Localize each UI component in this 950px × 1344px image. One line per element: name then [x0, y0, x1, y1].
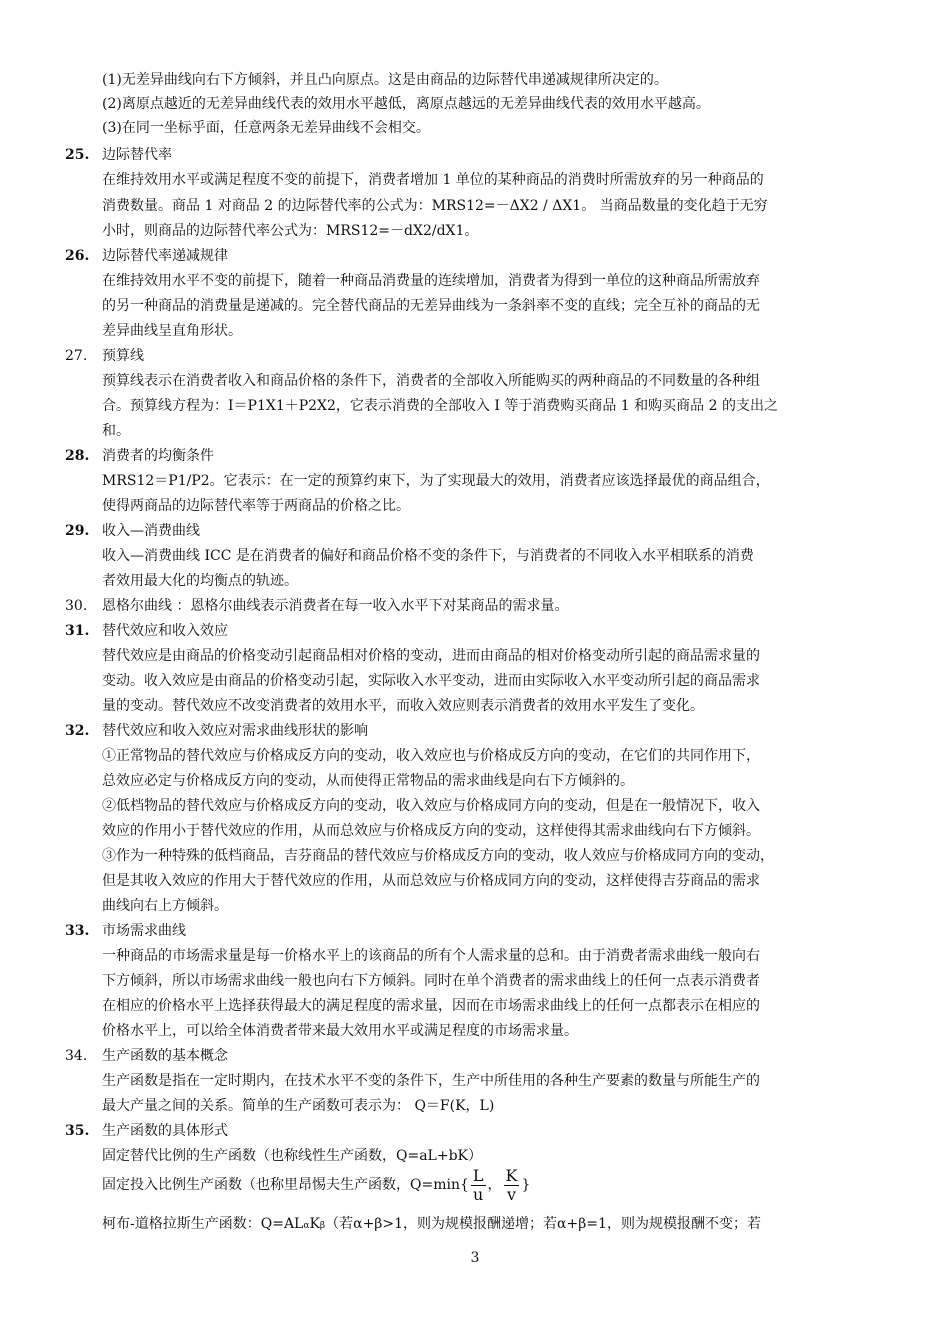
section-27-line-3: 和。 [102, 423, 130, 439]
section-26-line-2: 的另一种商品的消费量是递减的。完全替代商品的无差异曲线为一条斜率不变的直线；完全互补的商品的无 [102, 298, 760, 314]
section-32-line-7: 曲线向右上方倾斜。 [102, 898, 228, 914]
section-number-35: 35. [65, 1123, 90, 1139]
capital-k: K [309, 1216, 320, 1232]
section-number-26: 26. [65, 248, 90, 264]
section-title-28: 消费者的均衡条件 [102, 448, 214, 464]
fraction-numerator-k: K [505, 1165, 518, 1185]
intro-line-1: (1)无差异曲线向右下方倾斜，并且凸向原点。这是由商品的边际替代串递减规律所决定的。 [102, 72, 668, 88]
section-27-line-2: 合。预算线方程为：I＝P1X1＋P2X2，它表示消费的全部收入 I 等于消费购买商品 1 和购买商品 2 的支出之 [102, 398, 778, 414]
section-title-26: 边际替代率递减规律 [102, 248, 228, 264]
section-title-25: 边际替代率 [102, 147, 172, 163]
page-number: 3 [470, 1250, 480, 1266]
fraction-separator: ， [487, 1177, 502, 1193]
cobb-douglas-line [102, 1212, 886, 1238]
section-title-31: 替代效应和收入效应 [102, 623, 228, 639]
beta-exponent: β [319, 1221, 326, 1231]
section-32-line-6: 但是其收入效应的作用大于替代效应的作用，从而总效应与价格成同方向的变动，这样使得吉芬商品的需求 [102, 873, 760, 889]
section-26-line-1: 在维持效用水平不变的前提下，随着一种商品消费量的连续增加，消费者为得到一单位的这种商品所需放弃 [102, 273, 760, 289]
section-32-line-1: ①正常物品的替代效应与价格成反方向的变动，收入效应也与价格成反方向的变动，在它们的共同作用下， [102, 748, 760, 764]
section-28-line-2: 使得两商品的边际替代率等于两商品的价格之比。 [102, 498, 410, 514]
cobb-prefix: 柯布-道格拉斯生产函数：Q=AL [102, 1216, 304, 1232]
fraction-denominator-u: u [473, 1184, 484, 1204]
section-31-line-1: 替代效应是由商品的价格变动引起商品相对价格的变动，进而由商品的相对价格变动所引起的商品需求量的 [102, 648, 760, 664]
leontief-prefix: 固定投入比例生产函数（也称里昂惕夫生产函数，Q=min{ [102, 1177, 469, 1193]
section-title-29: 收入—消费曲线 [102, 523, 200, 539]
alpha-exponent: α [303, 1221, 310, 1231]
section-32-line-5: ③作为一种特殊的低档商品，吉芬商品的替代效应与价格成反方向的变动，收人效应与价格成同方向的变动， [102, 848, 774, 864]
section-25-line-1: 在维持效用水平或满足程度不变的前提下，消费者增加 1 单位的某种商品的消费时所需放弃的另一种商品的 [102, 172, 764, 188]
section-number-31: 31. [65, 623, 90, 639]
section-title-30: 恩格尔曲线 ：恩格尔曲线表示消费者在每一收入水平下对某商品的需求量。 [102, 598, 569, 614]
cobb-suffix: （若α+β>1，则为规模报酬递增；若α+β=1，则为规模报酬不变；若 [325, 1216, 761, 1232]
intro-line-3: (3)在同一坐标乎面，任意两条无差异曲线不会相交。 [102, 120, 430, 136]
section-33-line-1: 一种商品的市场需求量是每一价格水平上的该商品的所有个人需求量的总和。由于消费者需求曲线一般向右 [102, 948, 760, 964]
fraction-l-over-u [471, 1167, 486, 1204]
fraction-denominator-v: v [506, 1184, 517, 1204]
section-32-line-2: 总效应必定与价格成反方向的变动，从而使得正常物品的需求曲线是向右下方倾斜的。 [102, 773, 634, 789]
section-number-34: 34. [65, 1048, 88, 1064]
section-number-25: 25. [65, 147, 90, 163]
section-33-line-4: 价格水平上，可以给全体消费者带来最大效用水平或满足程度的市场需求量。 [102, 1023, 578, 1039]
leontief-suffix: } [521, 1177, 531, 1193]
section-25-line-2: 消费数量。商品 1 对商品 2 的边际替代率的公式为：MRS12=－ΔX2 / ΔX1。 当商品数量的变化趋于无穷 [102, 198, 768, 214]
section-28-line-1: MRS12＝P1/P2。它表示：在一定的预算约束下，为了实现最大的效用，消费者应该选择最优的商品组合， [102, 473, 770, 489]
section-31-line-3: 量的变动。替代效应不改变消费者的效用水平，而收入效应则表示消费者的效用水平发生了变化。 [102, 698, 704, 714]
section-31-line-2: 变动。收入效应是由商品的价格变动引起，实际收入水平变动，进而由实际收入水平变动所引起的商品需求 [102, 673, 760, 689]
section-34-line-2: 最大产量之间的关系。简单的生产函数可表示为： Q＝F(K，L) [102, 1098, 495, 1114]
section-35-line-1: 固定替代比例的生产函数（也称线性生产函数，Q=aL+bK） [102, 1148, 483, 1164]
section-34-line-1: 生产函数是指在一定时期内，在技术水平不变的条件下，生产中所佳用的各种生产要素的数量与所能生产的 [102, 1073, 760, 1089]
intro-line-2: (2)离原点越近的无差异曲线代表的效用水平越低，离原点越远的无差异曲线代表的效用水平越高。 [102, 96, 710, 112]
section-number-30: 30. [65, 598, 88, 614]
section-32-line-4: 效应的作用小于替代效应的作用，从而总效应与价格成反方向的变动，这样使得其需求曲线向右下方倾斜。 [102, 823, 760, 839]
section-33-line-3: 在相应的价格水平上选择获得最大的满足程度的需求量，因而在市场需求曲线上的任何一点都表示在相应的 [102, 998, 760, 1014]
section-title-33: 市场需求曲线 [102, 923, 186, 939]
section-number-29: 29. [65, 523, 90, 539]
section-33-line-2: 下方倾斜，所以市场需求曲线一般也向右下方倾斜。同时在单个消费者的需求曲线上的任何一点表示消费者 [102, 973, 760, 989]
section-title-35: 生产函数的具体形式 [102, 1123, 228, 1139]
fraction-k-over-v [504, 1167, 520, 1204]
section-number-27: 27. [65, 348, 88, 364]
section-26-line-3: 差异曲线呈直角形状。 [102, 323, 242, 339]
section-number-32: 32. [65, 723, 90, 739]
section-29-line-1: 收入—消费曲线 ICC 是在消费者的偏好和商品价格不变的条件下，与消费者的不同收入水平相联系的消费 [102, 548, 754, 564]
section-29-line-2: 者效用最大化的均衡点的轨迹。 [102, 573, 298, 589]
section-number-33: 33. [65, 923, 90, 939]
section-title-27: 预算线 [102, 348, 144, 364]
section-title-32: 替代效应和收入效应对需求曲线形状的影响 [102, 723, 368, 739]
leontief-formula-line [102, 1162, 886, 1208]
section-title-34: 生产函数的基本概念 [102, 1048, 228, 1064]
fraction-numerator-l: L [472, 1165, 484, 1185]
section-number-28: 28. [65, 448, 90, 464]
section-25-line-3: 小时，则商品的边际替代率公式为：MRS12=－dX2/dX1。 [102, 223, 479, 239]
section-32-line-3: ②低档物品的替代效应与价格成反方向的变动，收入效应与价格成同方向的变动，但是在一般情况下，收入 [102, 798, 760, 814]
section-27-line-1: 预算线表示在消费者收入和商品价格的条件下，消费者的全部收入所能购买的两种商品的不同数量的各种组 [102, 373, 760, 389]
